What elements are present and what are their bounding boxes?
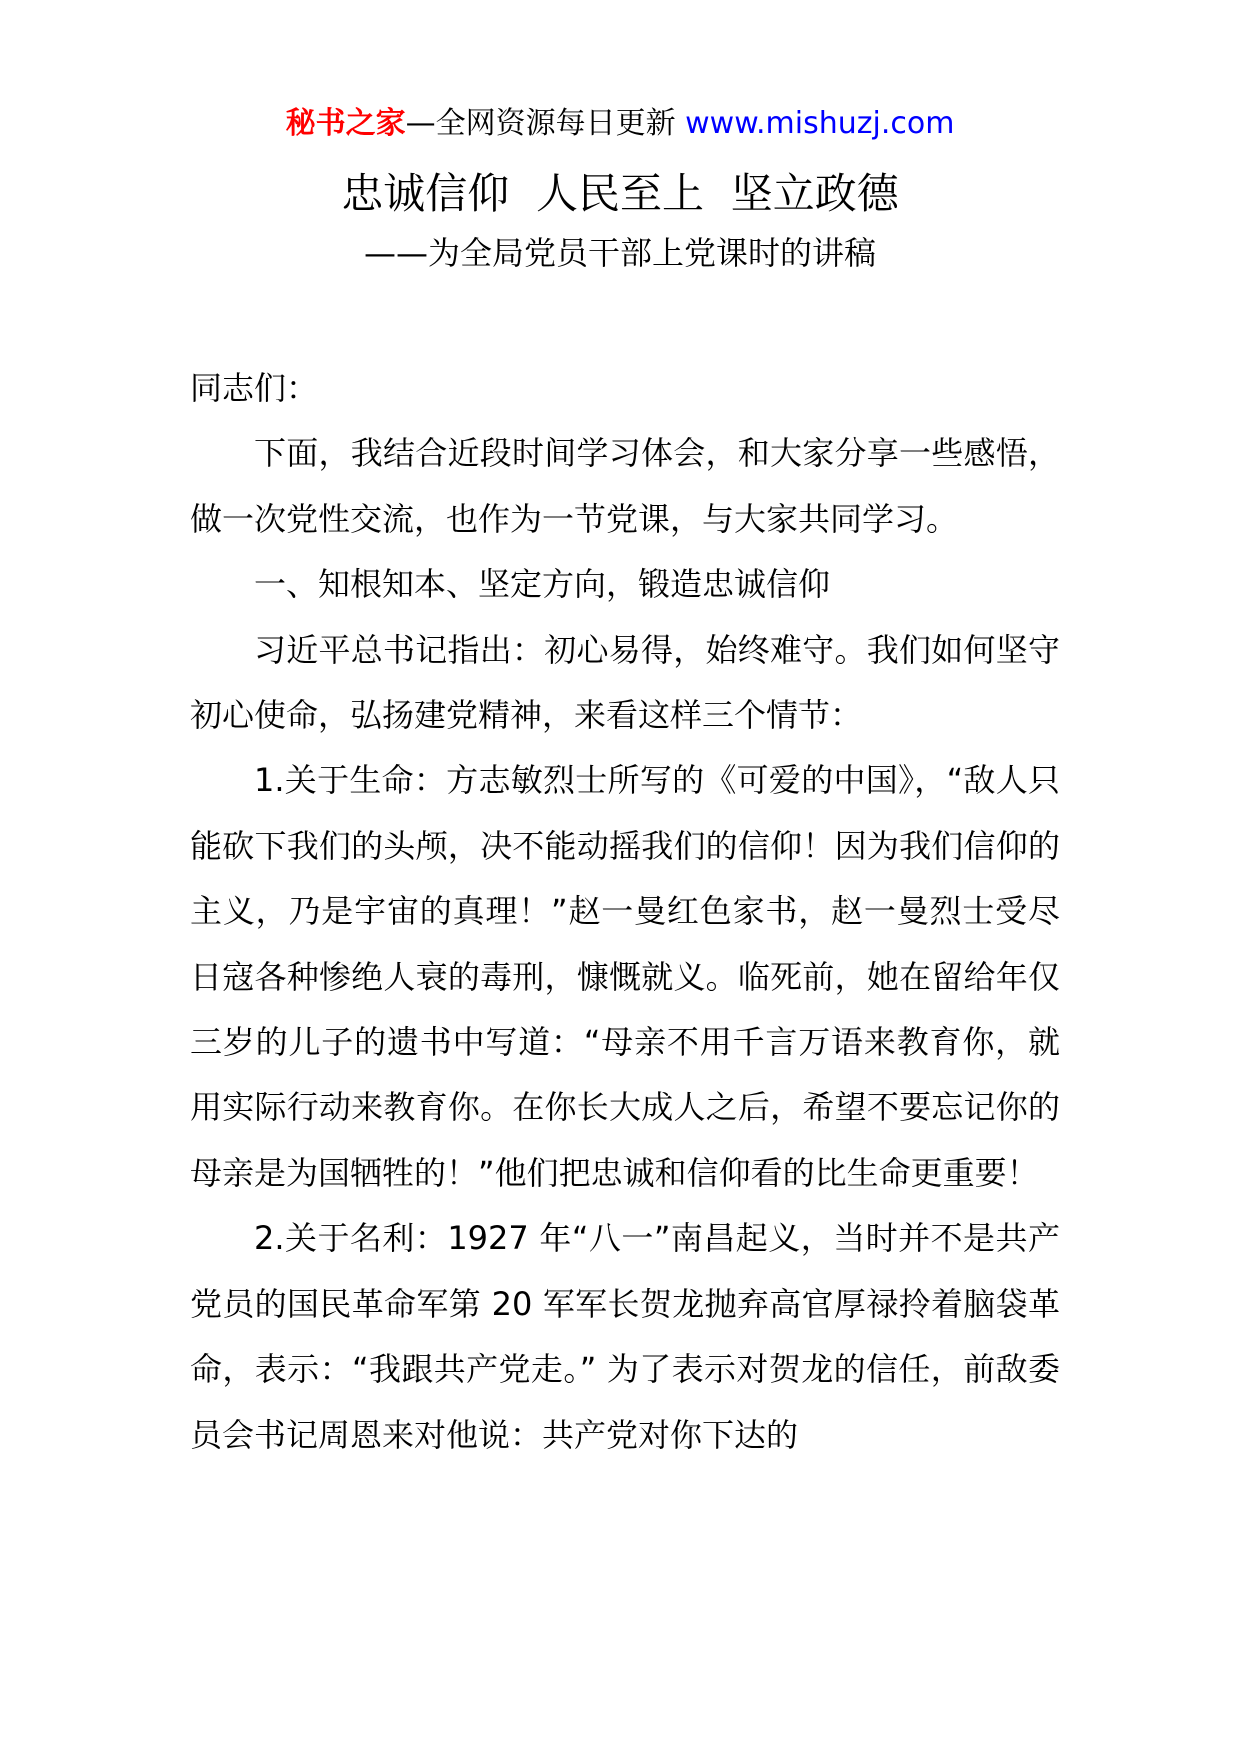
body-paragraph: 2.关于名利：1927 年“八一”南昌起义，当时并不是共产党员的国民革命军第 20 军军长贺龙抛弃高官厚禄拎着脑袋革命，表示：“我跟共产党走。” 为了表示对贺龙的信任，前敌委员会书记周恩来对他说：共产党对你下达的 [190, 1219, 1060, 1454]
body-paragraph: 习近平总书记指出：初心易得，始终难守。我们如何坚守初心使命，弘扬建党精神，来看这样三个情节： [190, 630, 1060, 735]
site-header [0, 102, 1240, 146]
document-body [190, 356, 1060, 1468]
site-url-link[interactable]: www.mishuzj.com [685, 106, 955, 141]
section-heading: 一、知根知本、坚定方向，锻造忠诚信仰 [254, 565, 831, 604]
site-brand: 秘书之家 [285, 106, 406, 141]
document-subtitle: ——为全局党员干部上党课时的讲稿 [363, 234, 876, 272]
intro-paragraph: 下面，我结合近段时间学习体会，和大家分享一些感悟，做一次党性交流，也作为一节党课，与大家共同学习。 [190, 434, 1060, 538]
document-title: 忠诚信仰 人民至上 坚立政德 [341, 169, 899, 218]
body-paragraph: 1.关于生命：方志敏烈士所写的《可爱的中国》，“敌人只能砍下我们的头颅，决不能动摇我们的信仰！因为我们信仰的主义，乃是宇宙的真理！”赵一曼红色家书，赵一曼烈士受尽日寇各种惨绝人衰的毒刑，慷慨就义。临死前，她在留给年仅三岁的儿子的遗书中写道：“母亲不用千言万语来教育你，就用实际行动来教育你。在你长大成人之后，希望不要忘记你的母亲是为国牺牲的！”他们把忠诚和信仰看的比生命更重要！ [190, 761, 1060, 1192]
site-tagline: —全网资源每日更新 [405, 106, 676, 141]
salutation: 同志们： [190, 369, 319, 407]
